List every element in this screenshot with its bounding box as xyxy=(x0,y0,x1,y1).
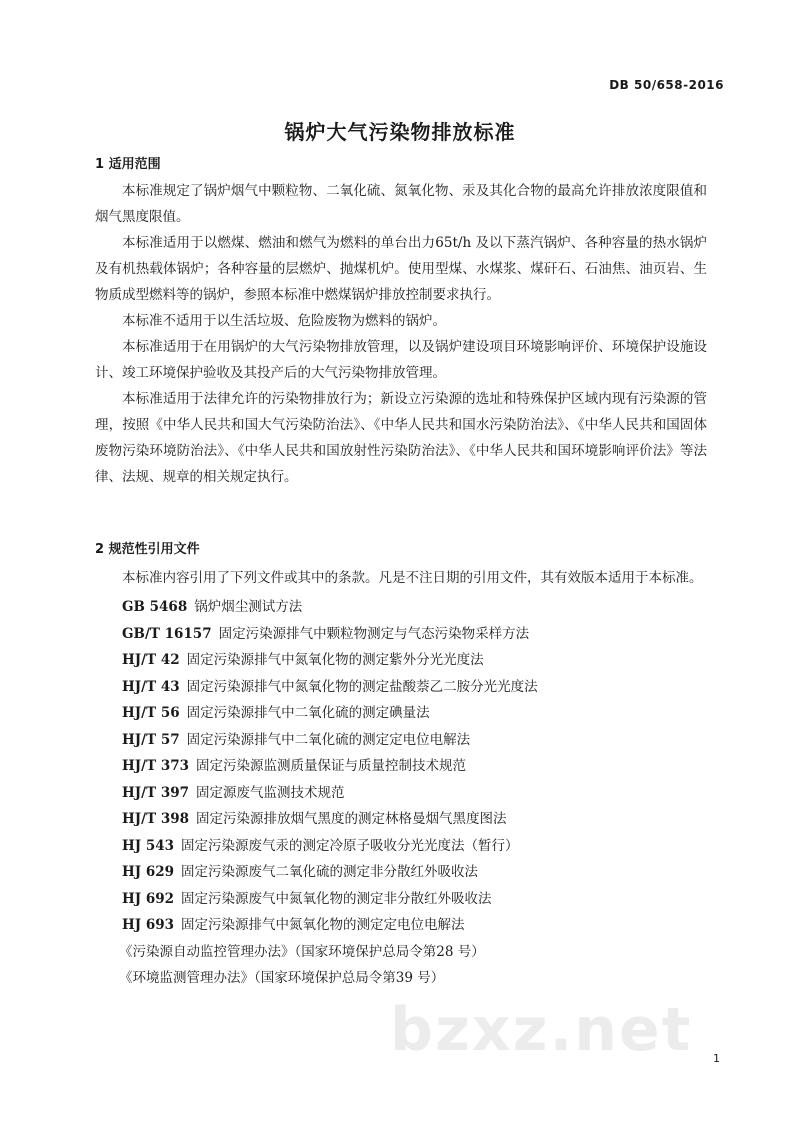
paragraph: 本标准规定了锅炉烟气中颗粒物、二氧化硫、氮氧化物、汞及其化合物的最高允许排放浓度限值和烟气黑度限值。 xyxy=(95,183,707,225)
regulation-item: 《污染源自动监控管理办法》（国家环境保护总局令第28 号） xyxy=(119,943,485,960)
standard-number: DB 50/658-2016 xyxy=(609,78,724,92)
reference-code: HJ 629 xyxy=(122,864,175,880)
paragraph: 本标准适用于在用锅炉的大气污染物排放管理，以及锅炉建设项目环境影响评价、环境保护设施设计、竣工环境保护验收及其投产后的大气污染物排放管理。 xyxy=(95,339,707,381)
paragraph: 本标准内容引用了下列文件或其中的条款。凡是不注日期的引用文件，其有效版本适用于本标准。 xyxy=(122,570,703,586)
reference-item xyxy=(122,833,712,860)
paragraph: 本标准不适用于以生活垃圾、危险废物为燃料的锅炉。 xyxy=(122,313,446,329)
reference-code: GB 5468 xyxy=(122,599,188,615)
reference-item xyxy=(122,806,712,833)
reference-code: HJ/T 373 xyxy=(122,758,189,774)
reference-title: 锅炉烟尘测试方法 xyxy=(194,599,303,615)
scope-paragraphs xyxy=(95,178,707,490)
reference-title: 固定源废气监测技术规范 xyxy=(196,784,345,801)
reference-title: 固定污染源排气中氮氧化物的测定盐酸萘乙二胺分光光度法 xyxy=(186,678,538,695)
reference-code: HJ/T 57 xyxy=(122,731,180,748)
reference-title: 固定污染源排气中二氧化硫的测定碘量法 xyxy=(186,705,430,721)
reference-code: HJ/T 43 xyxy=(122,678,180,695)
reference-item xyxy=(122,674,712,701)
reference-item xyxy=(122,753,712,780)
reference-title: 固定污染源废气二氧化硫的测定非分散红外吸收法 xyxy=(181,864,479,880)
reference-title: 固定污染源排气中二氧化硫的测定定电位电解法 xyxy=(186,731,471,748)
paragraph: 本标准适用于以燃煤、燃油和燃气为燃料的单台出力65t/h 及以下蒸汽锅炉、各种容量的热水锅炉及有机热载体锅炉；各种容量的层燃炉、抛煤机炉。使用型煤、水煤浆、煤矸石、石油焦、油页岩、生物质成型燃料等的锅炉，参照本标准中燃煤锅炉排放控制要求执行。 xyxy=(95,235,707,303)
reference-title: 固定污染源排气中颗粒物测定与气态污染物采样方法 xyxy=(218,625,530,642)
reference-code: HJ 543 xyxy=(122,837,175,854)
reference-code: HJ/T 397 xyxy=(122,784,189,801)
reference-code: HJ 692 xyxy=(122,890,175,907)
document-title: 锅炉大气污染物排放标准 xyxy=(284,120,516,144)
reference-item xyxy=(122,886,712,913)
reference-item xyxy=(122,727,712,754)
section-heading-scope: 1 适用范围 xyxy=(95,157,161,172)
reference-code: GB/T 16157 xyxy=(122,625,212,642)
reference-item xyxy=(122,647,712,674)
reference-code: HJ/T 56 xyxy=(122,705,180,721)
reference-code: HJ/T 42 xyxy=(122,652,180,668)
watermark: bzxz.net xyxy=(390,995,693,1065)
reference-code: HJ 693 xyxy=(122,917,175,933)
reference-item xyxy=(122,700,712,727)
page-number: 1 xyxy=(713,1052,720,1065)
reference-code: HJ/T 398 xyxy=(122,811,189,827)
reference-list xyxy=(119,594,712,992)
paragraph: 本标准适用于法律允许的污染物排放行为；新设立污染源的选址和特殊保护区域内现有污染源的管理，按照《中华人民共和国大气污染防治法》、《中华人民共和国水污染防治法》、《中华人民共和国固体废物污染环境防治法》、《中华人民共和国放射性污染防治法》、《中华人民共和国环境影响评价法》等法律、法规、规章的相关规定执行。 xyxy=(95,391,707,485)
reference-item xyxy=(122,912,712,939)
reference-title: 固定污染源废气汞的测定冷原子吸收分光光度法（暂行） xyxy=(181,837,519,854)
reference-title: 固定污染源排气中氮氧化物的测定定电位电解法 xyxy=(181,917,465,933)
reference-title: 固定污染源废气中氮氧化物的测定非分散红外吸收法 xyxy=(181,890,492,907)
section-heading-references: 2 规范性引用文件 xyxy=(95,542,200,557)
reference-item xyxy=(122,780,712,807)
reference-title: 固定污染源监测质量保证与质量控制技术规范 xyxy=(196,758,466,774)
reference-title: 固定污染源排放烟气黑度的测定林格曼烟气黑度图法 xyxy=(196,811,507,827)
regulation-item: 《环境监测管理办法》（国家环境保护总局令第39 号） xyxy=(119,970,445,986)
reference-item xyxy=(122,859,712,886)
reference-item xyxy=(122,621,712,648)
reference-title: 固定污染源排气中氮氧化物的测定紫外分光光度法 xyxy=(186,652,484,668)
references-intro-block xyxy=(95,565,707,591)
reference-item xyxy=(122,594,712,621)
